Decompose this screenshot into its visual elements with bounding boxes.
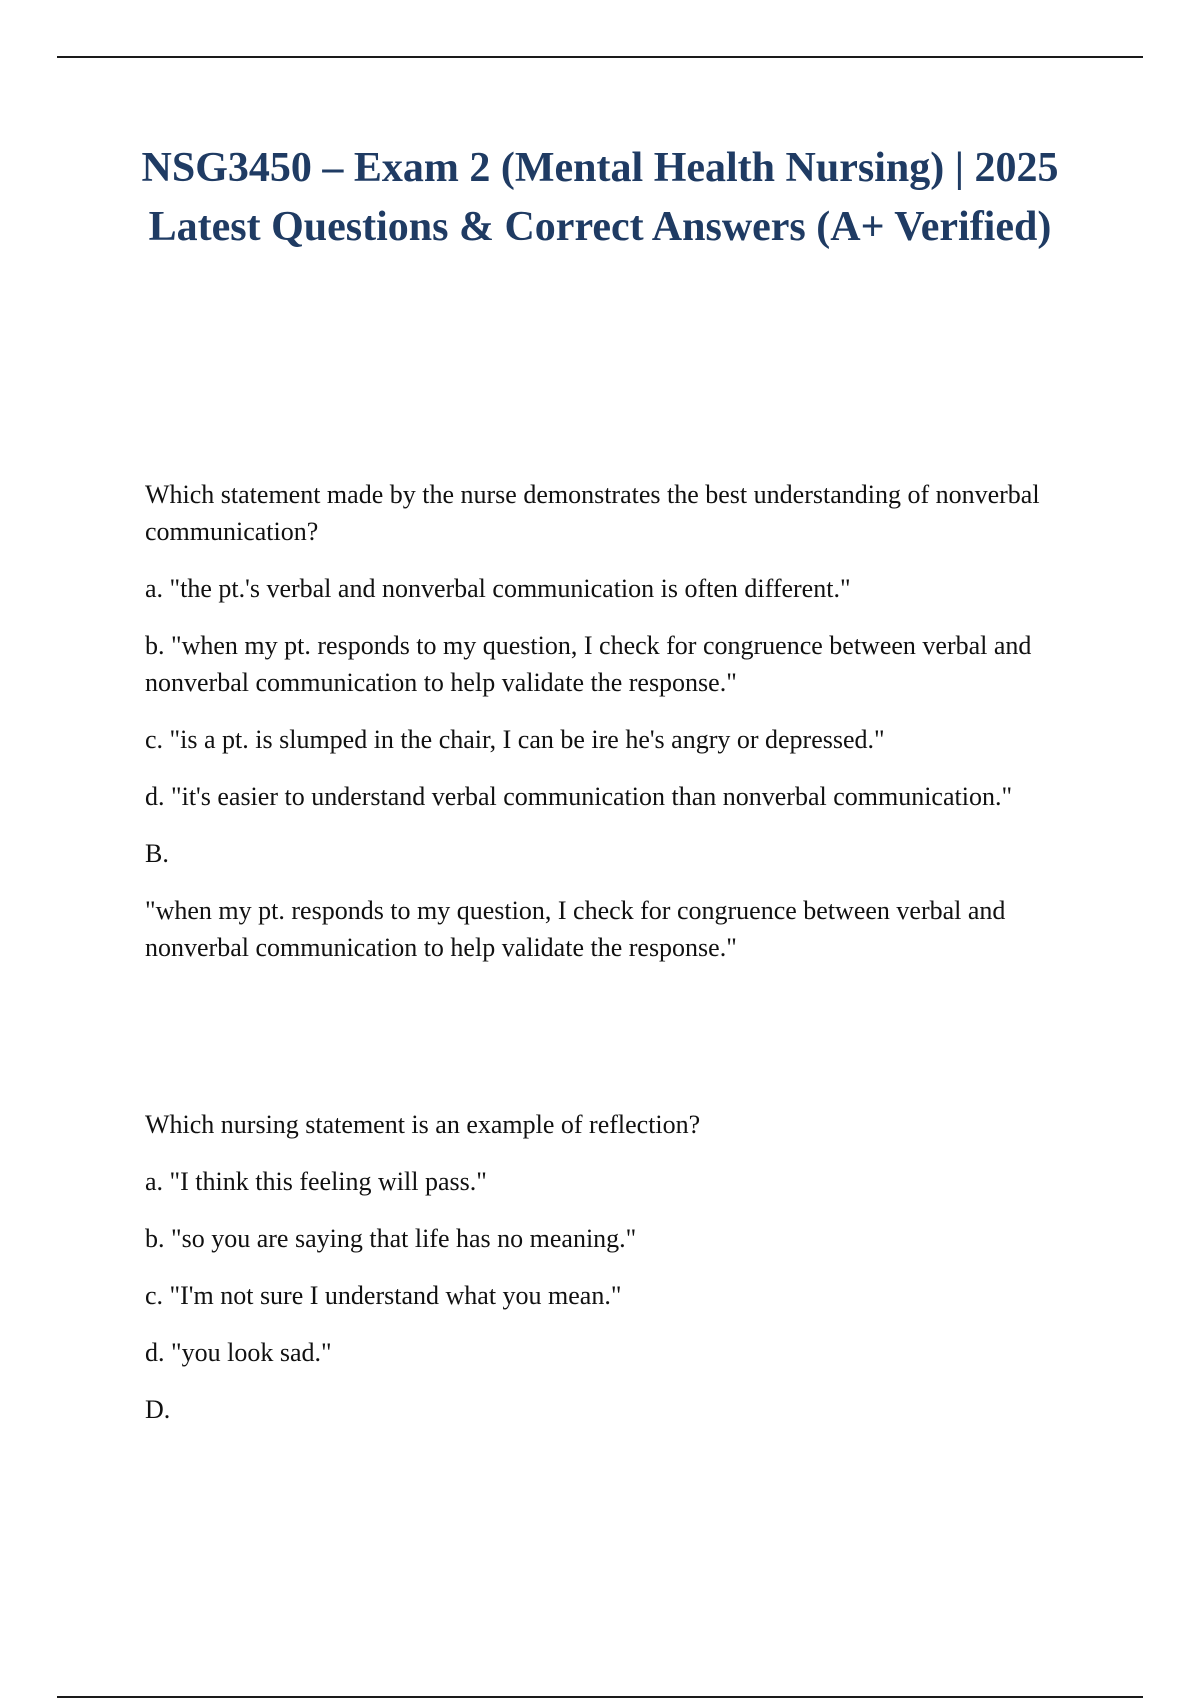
option-a: a. "the pt.'s verbal and nonverbal communication is often different." [145, 574, 851, 603]
option-b: b. "so you are saying that life has no meaning." [145, 1224, 637, 1253]
header-rule [57, 56, 1143, 58]
answer-letter: D. [145, 1395, 171, 1424]
answer-letter: B. [145, 839, 169, 868]
question-text: Which nursing statement is an example of reflection? [145, 1110, 701, 1139]
question-block [145, 1106, 1105, 1448]
option-c: c. "I'm not sure I understand what you mean." [145, 1281, 622, 1310]
footer-rule [57, 1696, 1143, 1698]
answer-text: "when my pt. responds to my question, I check for congruence between verbal and nonverbal communication to help validate the response." [145, 896, 1006, 962]
option-b: b. "when my pt. responds to my question, I check for congruence between verbal and nonverbal communication to help validate the response." [145, 631, 1032, 697]
option-d: d. "it's easier to understand verbal communication than nonverbal communication." [145, 782, 1013, 811]
document-title: NSG3450 – Exam 2 (Mental Health Nursing) | 2025 Latest Questions & Correct Answers (A+ Verified) [141, 145, 1059, 250]
option-a: a. "I think this feeling will pass." [145, 1167, 487, 1196]
option-d: d. "you look sad." [145, 1338, 332, 1367]
question-block [145, 476, 1105, 966]
option-c: c. "is a pt. is slumped in the chair, I can be ire he's angry or depressed." [145, 725, 885, 754]
question-text: Which statement made by the nurse demonstrates the best understanding of nonverbal communication? [145, 480, 1040, 546]
